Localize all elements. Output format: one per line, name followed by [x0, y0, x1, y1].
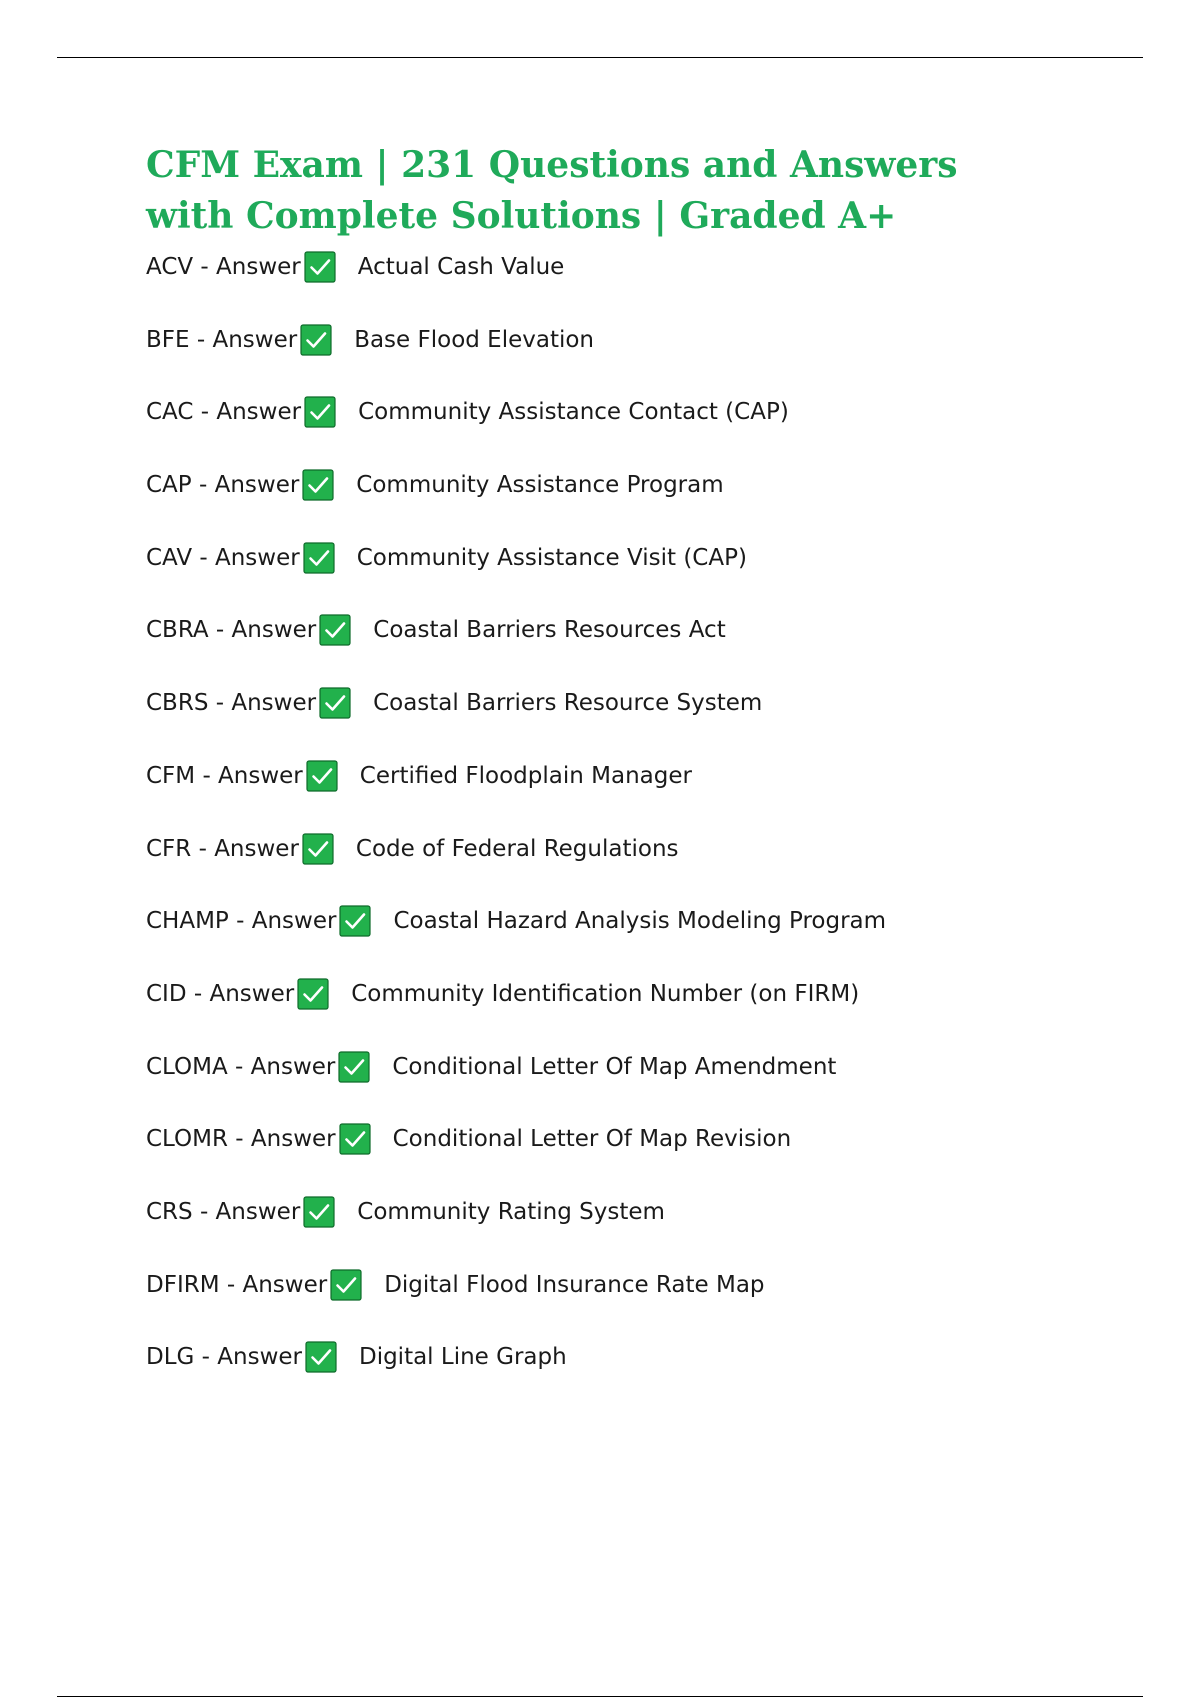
- check-box-icon: [339, 1123, 371, 1155]
- entry-term: CLOMR - Answer: [146, 1126, 336, 1153]
- entry-term: CBRA - Answer: [146, 617, 317, 644]
- entry-term: CLOMA - Answer: [146, 1053, 336, 1080]
- bottom-rule: [57, 1696, 1143, 1697]
- list-item: [146, 978, 1146, 1051]
- list-item: [146, 687, 1146, 760]
- entry-term: CAV - Answer: [146, 544, 300, 571]
- entry-definition: Digital Flood Insurance Rate Map: [384, 1271, 765, 1298]
- entry-definition: Coastal Barriers Resources Act: [373, 617, 726, 644]
- entry-term: CID - Answer: [146, 980, 295, 1007]
- entry-term: CFM - Answer: [146, 762, 303, 789]
- entry-definition: Coastal Hazard Analysis Modeling Program: [393, 908, 887, 935]
- entry-definition: Code of Federal Regulations: [355, 835, 679, 862]
- list-item: [146, 542, 1146, 615]
- list-item: [146, 760, 1146, 833]
- entry-definition: Coastal Barriers Resource System: [373, 690, 763, 717]
- list-item: [146, 905, 1146, 978]
- list-item: [146, 1051, 1146, 1124]
- answer-list: [146, 251, 1146, 1414]
- entry-definition: Digital Line Graph: [358, 1344, 567, 1371]
- list-item: [146, 1123, 1146, 1196]
- entry-term: CRS - Answer: [146, 1198, 301, 1225]
- check-box-icon: [300, 324, 332, 356]
- entry-term: CFR - Answer: [146, 835, 299, 862]
- list-item: [146, 833, 1146, 906]
- entry-definition: Base Flood Elevation: [354, 326, 595, 353]
- check-box-icon: [302, 469, 334, 501]
- entry-definition: Community Assistance Visit (CAP): [356, 544, 747, 571]
- entry-term: CHAMP - Answer: [146, 908, 337, 935]
- entry-term: CAP - Answer: [146, 472, 300, 499]
- entry-term: ACV - Answer: [146, 254, 301, 280]
- entry-definition: Community Assistance Contact (CAP): [358, 399, 789, 426]
- entry-term: DLG - Answer: [146, 1344, 302, 1371]
- entry-term: CAC - Answer: [146, 399, 302, 426]
- check-box-icon: [297, 978, 329, 1010]
- top-rule: [57, 57, 1143, 58]
- entry-definition: Community Assistance Program: [356, 472, 724, 499]
- check-box-icon: [338, 1051, 370, 1083]
- list-item: [146, 1269, 1146, 1342]
- check-box-icon: [303, 542, 335, 574]
- entry-definition: Certified Floodplain Manager: [359, 762, 692, 789]
- check-box-icon: [306, 760, 338, 792]
- document-body: [146, 140, 1146, 1405]
- entry-definition: Conditional Letter Of Map Revision: [392, 1126, 792, 1153]
- check-box-icon: [304, 251, 336, 283]
- check-box-icon: [319, 687, 351, 719]
- check-box-icon: [303, 1196, 335, 1228]
- entry-term: BFE - Answer: [146, 326, 298, 353]
- list-item: [146, 324, 1146, 397]
- check-box-icon: [305, 1341, 337, 1373]
- list-item: [146, 251, 1146, 324]
- entry-term: DFIRM - Answer: [146, 1271, 328, 1298]
- check-box-icon: [339, 905, 371, 937]
- document-title: CFM Exam | 231 Questions and Answers with Complete Solutions | Graded A+: [146, 144, 958, 237]
- check-box-icon: [302, 833, 334, 865]
- list-item: [146, 1196, 1146, 1269]
- list-item: [146, 469, 1146, 542]
- entry-definition: Actual Cash Value: [357, 254, 565, 280]
- entry-definition: Community Identification Number (on FIRM): [351, 980, 860, 1007]
- check-box-icon: [319, 614, 351, 646]
- check-box-icon: [304, 396, 336, 428]
- entry-definition: Conditional Letter Of Map Amendment: [392, 1053, 837, 1080]
- list-item: [146, 614, 1146, 687]
- list-item: [146, 396, 1146, 469]
- entry-term: CBRS - Answer: [146, 690, 317, 717]
- check-box-icon: [330, 1269, 362, 1301]
- list-item: [146, 1341, 1146, 1414]
- entry-definition: Community Rating System: [357, 1198, 665, 1225]
